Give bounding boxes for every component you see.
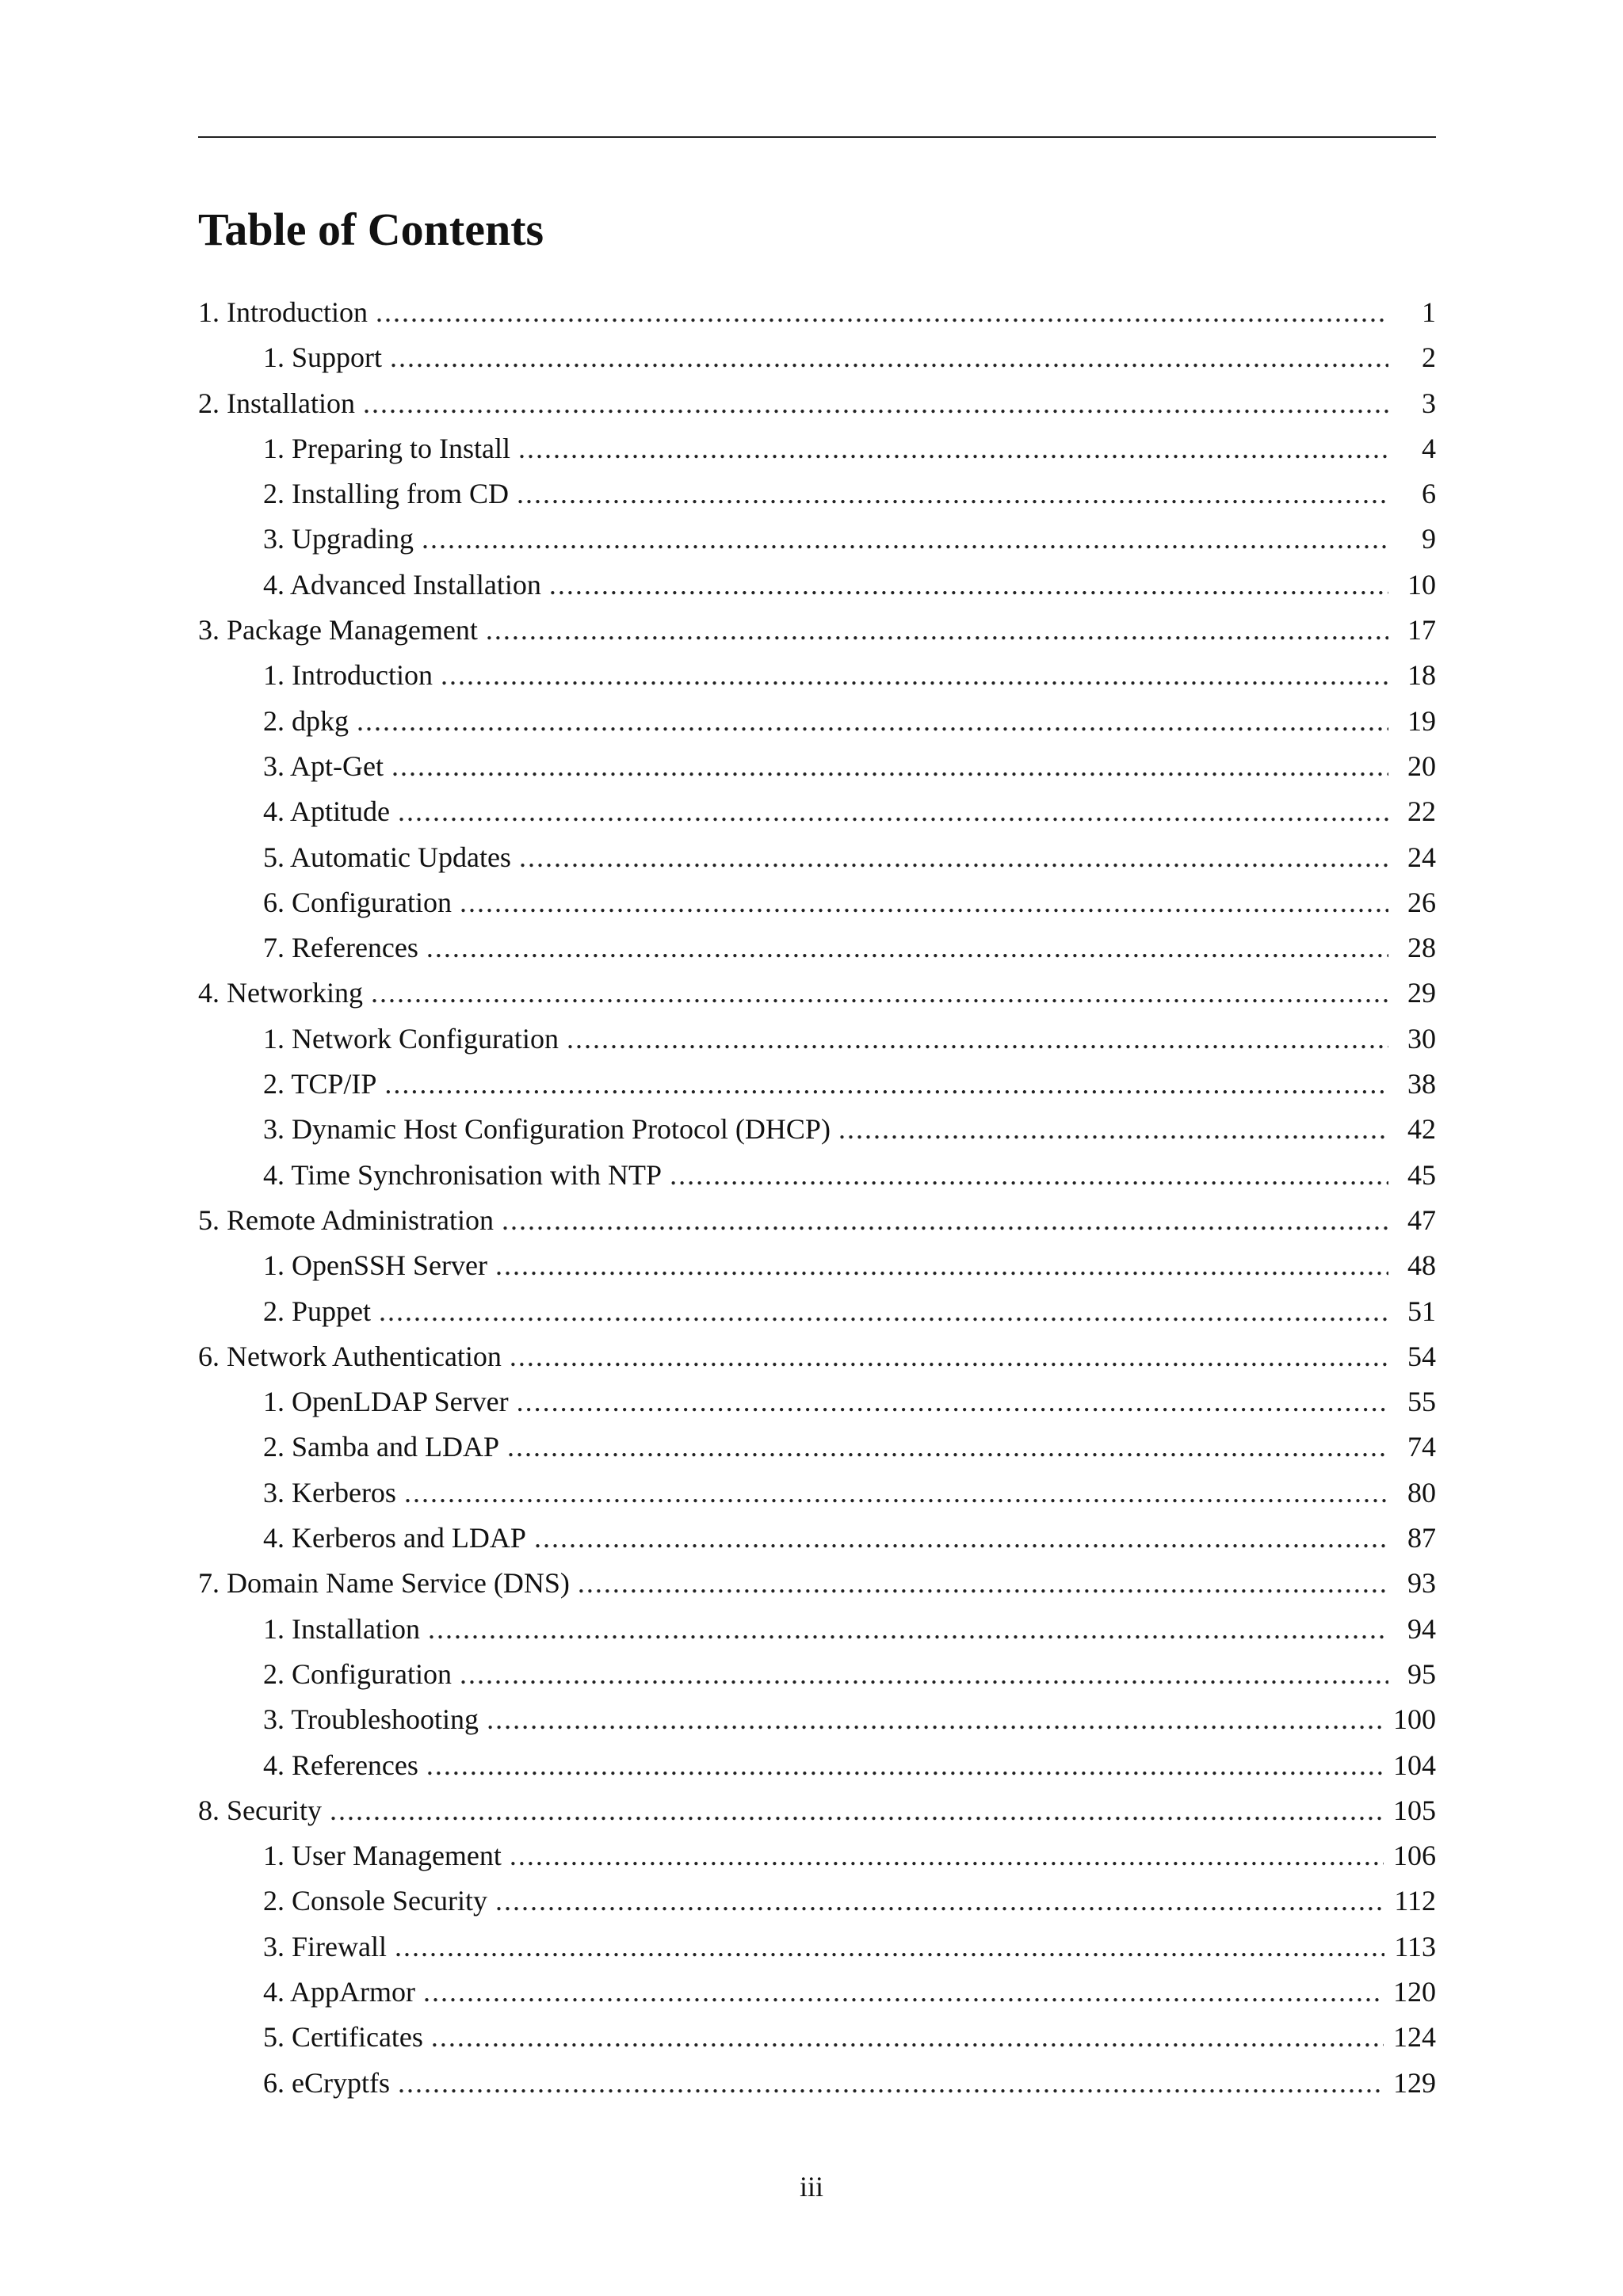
toc-section-entry[interactable] xyxy=(198,1516,1436,1561)
toc-section-entry[interactable] xyxy=(198,1607,1436,1652)
toc-section-entry[interactable] xyxy=(198,744,1436,789)
toc-entry-page-number: 10 xyxy=(1407,568,1436,601)
toc-dot-leader xyxy=(379,1289,1388,1334)
toc-section-entry[interactable] xyxy=(198,1697,1436,1742)
toc-section-entry[interactable] xyxy=(198,2015,1436,2060)
toc-section-entry[interactable] xyxy=(198,1243,1436,1288)
toc-entry-page-number: 105 xyxy=(1393,1794,1436,1826)
toc-entry-page-number: 17 xyxy=(1407,614,1436,646)
toc-section-entry[interactable] xyxy=(198,835,1436,880)
toc-entry-page-number: 18 xyxy=(1407,659,1436,692)
toc-entry-label: 6. Configuration xyxy=(263,886,452,918)
toc-entry-page-number: 22 xyxy=(1407,795,1436,828)
toc-chapter-entry[interactable] xyxy=(198,1788,1436,1833)
toc-dot-leader xyxy=(549,563,1388,608)
toc-entry-page-number: 80 xyxy=(1407,1476,1436,1508)
toc-dot-leader xyxy=(441,653,1388,698)
toc-entry-label: 2. dpkg xyxy=(263,704,349,737)
toc-dot-leader xyxy=(567,1016,1388,1062)
toc-dot-leader xyxy=(428,1607,1388,1652)
page-title: Table of Contents xyxy=(198,204,544,255)
toc-section-entry[interactable] xyxy=(198,1289,1436,1334)
toc-entry-page-number: 28 xyxy=(1407,932,1436,964)
toc-entry-label: 1. Introduction xyxy=(198,296,368,328)
toc-entry-page-number: 45 xyxy=(1407,1158,1436,1191)
toc-section-entry[interactable] xyxy=(198,517,1436,562)
toc-dot-leader xyxy=(398,789,1388,834)
toc-dot-leader xyxy=(395,1924,1384,1970)
toc-entry-page-number: 3 xyxy=(1422,387,1436,419)
toc-entry-page-number: 29 xyxy=(1407,977,1436,1009)
toc-entry-label: 1. Preparing to Install xyxy=(263,432,510,464)
toc-dot-leader xyxy=(357,699,1388,744)
toc-dot-leader xyxy=(517,471,1388,517)
toc-dot-leader xyxy=(510,1833,1384,1878)
toc-entry-label: 5. Certificates xyxy=(263,2021,423,2054)
page-number: iii xyxy=(799,2171,823,2203)
toc-section-entry[interactable] xyxy=(198,1379,1436,1425)
toc-dot-leader xyxy=(330,1788,1384,1833)
toc-entry-page-number: 48 xyxy=(1407,1249,1436,1282)
toc-dot-leader xyxy=(838,1107,1388,1152)
toc-dot-leader xyxy=(423,1970,1384,2015)
toc-entry-label: 4. Time Synchronisation with NTP xyxy=(263,1158,663,1191)
toc-entry-page-number: 106 xyxy=(1393,1840,1436,1872)
toc-entry-page-number: 74 xyxy=(1407,1431,1436,1463)
toc-entry-page-number: 55 xyxy=(1407,1386,1436,1418)
toc-entry-label: 2. Installing from CD xyxy=(263,478,509,510)
toc-entry-page-number: 9 xyxy=(1422,523,1436,555)
toc-dot-leader xyxy=(578,1561,1388,1606)
toc-section-entry[interactable] xyxy=(198,471,1436,517)
toc-entry-page-number: 104 xyxy=(1393,1749,1436,1781)
toc-entry-label: 2. Configuration xyxy=(263,1657,452,1690)
toc-entry-page-number: 124 xyxy=(1393,2021,1436,2054)
toc-section-entry[interactable] xyxy=(198,1924,1436,1970)
toc-entry-page-number: 87 xyxy=(1407,1522,1436,1554)
toc-entry-page-number: 26 xyxy=(1407,886,1436,918)
toc-entry-page-number: 6 xyxy=(1422,478,1436,510)
toc-entry-label: 4. Advanced Installation xyxy=(263,568,541,601)
toc-dot-leader xyxy=(363,381,1388,426)
toc-section-entry[interactable] xyxy=(198,1833,1436,1878)
toc-entry-page-number: 24 xyxy=(1407,841,1436,873)
toc-dot-leader xyxy=(398,2061,1384,2106)
toc-entry-label: 5. Remote Administration xyxy=(198,1203,494,1236)
toc-chapter-entry[interactable] xyxy=(198,290,1436,335)
toc-entry-label: 2. Installation xyxy=(198,387,355,419)
toc-dot-leader xyxy=(534,1516,1388,1561)
toc-dot-leader xyxy=(404,1470,1388,1516)
toc-entry-label: 2. Console Security xyxy=(263,1885,487,1917)
toc-entry-page-number: 95 xyxy=(1407,1657,1436,1690)
toc-section-entry[interactable] xyxy=(198,1153,1436,1198)
toc-section-entry[interactable] xyxy=(198,1970,1436,2015)
toc-entry-label: 1. Support xyxy=(263,341,383,374)
toc-entry-page-number: 120 xyxy=(1393,1975,1436,2008)
toc-entry-page-number: 20 xyxy=(1407,749,1436,782)
toc-dot-leader xyxy=(422,517,1388,562)
toc-section-entry[interactable] xyxy=(198,1062,1436,1107)
toc-dot-leader xyxy=(371,971,1388,1016)
toc-entry-label: 1. OpenLDAP Server xyxy=(263,1386,509,1418)
toc-entry-page-number: 47 xyxy=(1407,1203,1436,1236)
toc-dot-leader xyxy=(510,1334,1388,1379)
toc-entry-page-number: 2 xyxy=(1422,341,1436,374)
toc-section-entry[interactable] xyxy=(198,925,1436,971)
toc-entry-label: 1. Installation xyxy=(263,1612,420,1645)
toc-dot-leader xyxy=(518,426,1388,471)
toc-entry-label: 4. AppArmor xyxy=(263,1975,415,2008)
toc-entry-label: 3. Troubleshooting xyxy=(263,1703,479,1736)
toc-entry-label: 4. Networking xyxy=(198,977,363,1009)
toc-dot-leader xyxy=(460,880,1388,925)
toc-dot-leader xyxy=(460,1652,1388,1697)
toc-entry-page-number: 42 xyxy=(1407,1113,1436,1146)
toc-entry-page-number: 112 xyxy=(1394,1885,1436,1917)
toc-chapter-entry[interactable] xyxy=(198,381,1436,426)
header-rule xyxy=(198,136,1436,138)
toc-entry-label: 1. User Management xyxy=(263,1840,502,1872)
toc-entry-label: 1. Introduction xyxy=(263,659,433,692)
toc-entry-page-number: 19 xyxy=(1407,704,1436,737)
toc-dot-leader xyxy=(390,335,1388,380)
toc-entry-page-number: 100 xyxy=(1393,1703,1436,1736)
toc-dot-leader xyxy=(495,1243,1388,1288)
toc-entry-page-number: 93 xyxy=(1407,1567,1436,1600)
toc-entry-label: 3. Apt-Get xyxy=(263,749,384,782)
toc-entry-label: 3. Kerberos xyxy=(263,1476,396,1508)
toc-entry-label: 1. OpenSSH Server xyxy=(263,1249,487,1282)
toc-dot-leader xyxy=(502,1198,1388,1243)
toc-entry-label: 8. Security xyxy=(198,1794,322,1826)
toc-entry-page-number: 51 xyxy=(1407,1295,1436,1327)
toc-section-entry[interactable] xyxy=(198,699,1436,744)
toc-entry-page-number: 129 xyxy=(1393,2066,1436,2099)
toc-section-entry[interactable] xyxy=(198,335,1436,380)
toc-section-entry[interactable] xyxy=(198,880,1436,925)
toc-dot-leader xyxy=(519,835,1388,880)
toc-chapter-entry[interactable] xyxy=(198,1334,1436,1379)
toc-entry-page-number: 1 xyxy=(1422,296,1436,328)
toc-section-entry[interactable] xyxy=(198,1652,1436,1697)
toc-section-entry[interactable] xyxy=(198,1425,1436,1470)
toc-entry-label: 2. Puppet xyxy=(263,1295,372,1327)
toc-section-entry[interactable] xyxy=(198,2061,1436,2106)
toc-dot-leader xyxy=(426,1743,1384,1788)
toc-dot-leader xyxy=(507,1425,1388,1470)
toc-entry-label: 3. Upgrading xyxy=(263,523,414,555)
toc-dot-leader xyxy=(384,1062,1388,1107)
toc-entry-label: 7. Domain Name Service (DNS) xyxy=(198,1567,570,1600)
toc-entry-page-number: 4 xyxy=(1422,432,1436,464)
toc-chapter-entry[interactable] xyxy=(198,971,1436,1016)
toc-dot-leader xyxy=(376,290,1388,335)
toc-entry-label: 2. Samba and LDAP xyxy=(263,1431,499,1463)
toc-entry-label: 2. TCP/IP xyxy=(263,1068,377,1100)
toc-entry-label: 3. Dynamic Host Configuration Protocol (DHCP) xyxy=(263,1113,831,1146)
toc-chapter-entry[interactable] xyxy=(198,1561,1436,1606)
toc-entry-label: 3. Firewall xyxy=(263,1930,387,1962)
toc-section-entry[interactable] xyxy=(198,1470,1436,1516)
toc-entry-page-number: 94 xyxy=(1407,1612,1436,1645)
toc-section-entry[interactable] xyxy=(198,653,1436,698)
toc-dot-leader xyxy=(431,2015,1384,2060)
toc-dot-leader xyxy=(486,608,1388,653)
toc-entry-label: 6. Network Authentication xyxy=(198,1340,502,1372)
toc-section-entry[interactable] xyxy=(198,1107,1436,1152)
toc-chapter-entry[interactable] xyxy=(198,608,1436,653)
toc-section-entry[interactable] xyxy=(198,426,1436,471)
toc-entry-page-number: 113 xyxy=(1394,1930,1436,1962)
toc-dot-leader xyxy=(426,925,1388,971)
toc-entry-label: 5. Automatic Updates xyxy=(263,841,511,873)
toc-section-entry[interactable] xyxy=(198,563,1436,608)
toc-entry-page-number: 54 xyxy=(1407,1340,1436,1372)
toc-entry-label: 3. Package Management xyxy=(198,614,478,646)
toc-entry-label: 4. Aptitude xyxy=(263,795,390,828)
toc-section-entry[interactable] xyxy=(198,789,1436,834)
toc-entry-label: 6. eCryptfs xyxy=(263,2066,390,2099)
toc-entry-page-number: 30 xyxy=(1407,1022,1436,1055)
toc-section-entry[interactable] xyxy=(198,1878,1436,1924)
table-of-contents xyxy=(198,290,1436,2106)
toc-dot-leader xyxy=(391,744,1388,789)
toc-chapter-entry[interactable] xyxy=(198,1198,1436,1243)
toc-dot-leader xyxy=(670,1153,1388,1198)
toc-entry-label: 7. References xyxy=(263,932,418,964)
toc-dot-leader xyxy=(495,1878,1384,1924)
toc-section-entry[interactable] xyxy=(198,1016,1436,1062)
toc-dot-leader xyxy=(517,1379,1388,1425)
toc-section-entry[interactable] xyxy=(198,1743,1436,1788)
toc-entry-page-number: 38 xyxy=(1407,1068,1436,1100)
toc-dot-leader xyxy=(487,1697,1384,1742)
toc-entry-label: 4. References xyxy=(263,1749,418,1781)
toc-entry-label: 4. Kerberos and LDAP xyxy=(263,1522,526,1554)
toc-entry-label: 1. Network Configuration xyxy=(263,1022,559,1055)
